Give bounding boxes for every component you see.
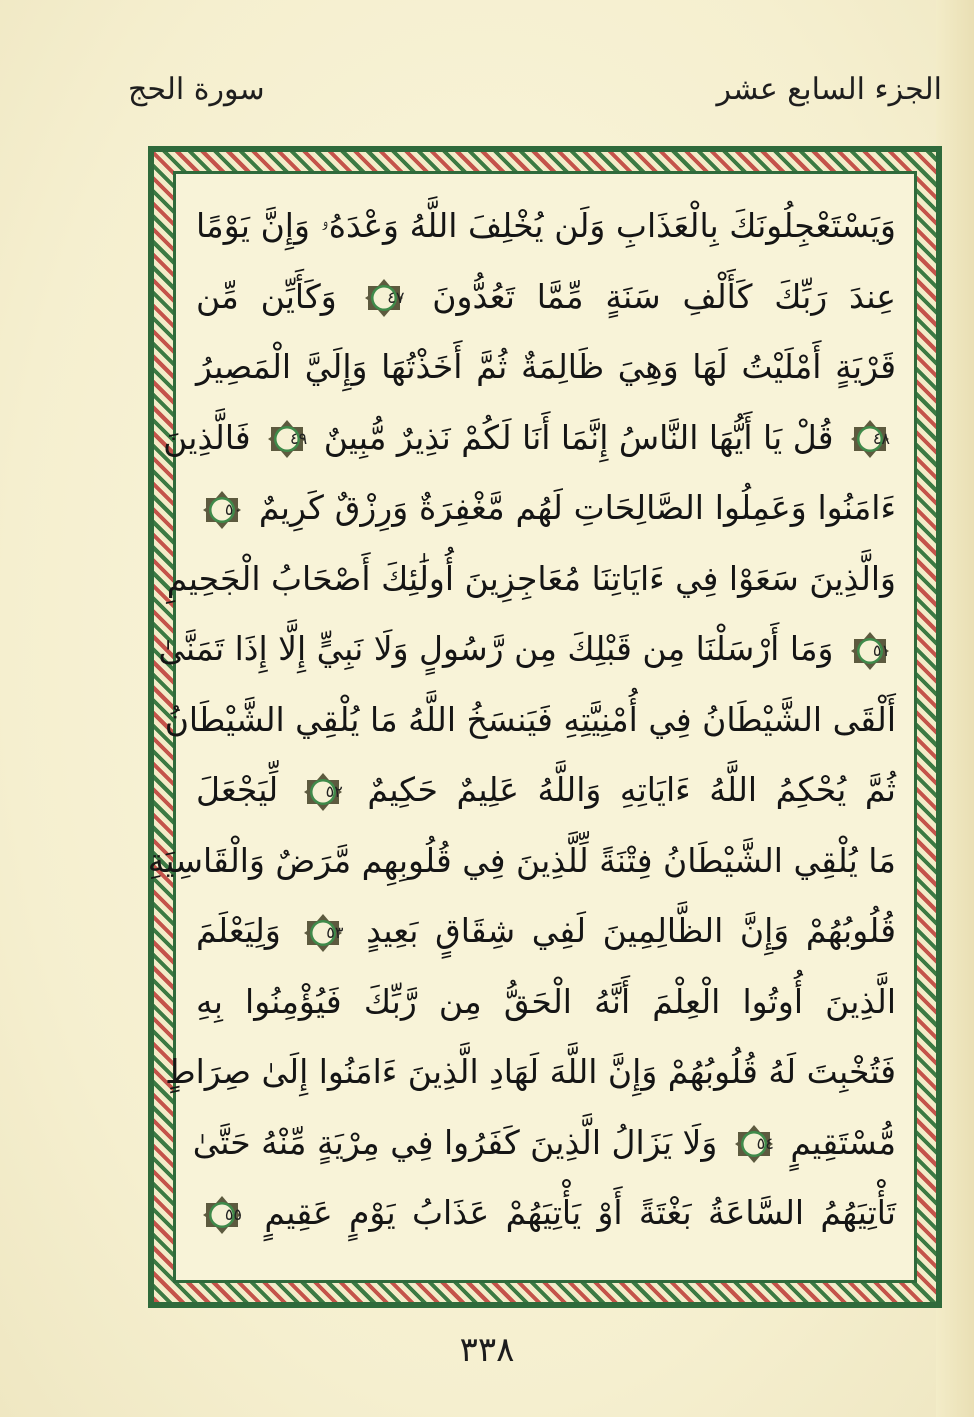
ayah-end-marker — [202, 1195, 242, 1235]
verse-text: وَلَا يَزَالُ الَّذِينَ كَفَرُوا فِي مِرْيَةٍ مِّنْهُ حَتَّىٰ — [192, 1122, 718, 1162]
verse-line — [166, 549, 896, 609]
ayah-number: ٥٥ — [224, 1204, 242, 1224]
surah-name-header: سورة الحج — [128, 72, 265, 107]
verse-line — [165, 1042, 896, 1102]
verse-line — [163, 408, 896, 468]
ayah-end-marker — [202, 490, 242, 530]
ayah-number: ٥٢ — [325, 781, 343, 801]
verse-text: فَتُخْبِتَ لَهُ قُلُوبُهُمْ وَإِنَّ اللَّهَ لَهَادِ الَّذِينَ ءَامَنُوا إِلَىٰ صِرَاطٍ — [165, 1052, 896, 1091]
verse-line — [196, 267, 896, 327]
verse-text: ثُمَّ يُحْكِمُ اللَّهُ ءَايَاتِهِ وَاللَّهُ عَلِيمٌ حَكِيمٌ — [367, 770, 896, 809]
ayah-number: ٥١ — [872, 640, 890, 660]
ayah-number: ٥٠ — [224, 499, 242, 519]
verse-text: تَأْتِيَهُمُ السَّاعَةُ بَغْتَةً أَوْ يَأْتِيَهُمْ عَذَابُ يَوْمٍ عَقِيمٍ — [264, 1193, 896, 1232]
verse-text: فَالَّذِينَ — [163, 417, 251, 457]
verse-text: وَلِيَعْلَمَ — [196, 911, 281, 950]
quran-text-area — [147, 196, 896, 1256]
verse-text: أَلْقَى الشَّيْطَانُ فِي أُمْنِيَّتِهِ فَيَنسَخُ اللَّهُ مَا يُلْقِي الشَّيْطَانُ — [164, 699, 896, 739]
verse-line — [196, 478, 896, 538]
ayah-end-marker — [303, 913, 343, 953]
verse-line — [196, 196, 896, 256]
verse-text: قُلْ يَا أَيُّهَا النَّاسُ إِنَّمَا أَنَا لَكُمْ نَذِيرٌ مُّبِينٌ — [323, 417, 834, 457]
ayah-end-marker — [850, 419, 890, 459]
verse-line — [196, 760, 896, 820]
ayah-end-marker — [364, 278, 404, 318]
ayah-number: ٥٣ — [326, 922, 344, 942]
page-number: ٣٣٨ — [459, 1330, 515, 1370]
ayah-end-marker — [850, 631, 890, 671]
ayah-end-marker — [734, 1124, 774, 1164]
ayah-number: ٤٩ — [290, 429, 308, 448]
verse-text: قُلُوبُهُمْ وَإِنَّ الظَّالِمِينَ لَفِي شِقَاقٍ بَعِيدٍ — [366, 911, 896, 950]
ayah-end-marker — [303, 772, 343, 812]
verse-text: الَّذِينَ أُوتُوا الْعِلْمَ أَنَّهُ الْحَقُّ مِن رَّبِّكَ فَيُؤْمِنُوا بِهِ — [196, 981, 896, 1021]
ayah-number: ٤٨ — [872, 429, 890, 448]
verse-text: عِندَ رَبِّكَ كَأَلْفِ سَنَةٍ مِّمَّا تَعُدُّونَ — [432, 276, 896, 316]
verse-text: مُّسْتَقِيمٍ — [790, 1122, 896, 1162]
verse-text: قَرْيَةٍ أَمْلَيْتُ لَهَا وَهِيَ ظَالِمَةٌ ثُمَّ أَخَذْتُهَا وَإِلَيَّ الْمَصِيرُ — [196, 347, 896, 386]
verse-text: وَمَا أَرْسَلْنَا مِن قَبْلِكَ مِن رَّسُولٍ وَلَا نَبِيٍّ إِلَّا إِذَا تَمَنَّىٰ — [158, 629, 834, 668]
verse-line — [147, 831, 896, 891]
verse-line — [192, 1113, 896, 1173]
verse-line — [196, 972, 896, 1032]
ayah-number: ٥٤ — [756, 1134, 774, 1153]
verse-line — [196, 1183, 896, 1243]
verse-text: وَالَّذِينَ سَعَوْا فِي ءَايَاتِنَا مُعَاجِزِينَ أُولَٰئِكَ أَصْحَابُ الْجَحِيمِ — [166, 558, 896, 598]
verse-line — [196, 337, 896, 397]
verse-text: وَيَسْتَعْجِلُونَكَ بِالْعَذَابِ وَلَن يُخْلِفَ اللَّهُ وَعْدَهُۥ وَإِنَّ يَوْمًا — [196, 206, 896, 245]
verse-text: مَا يُلْقِي الشَّيْطَانُ فِتْنَةً لِّلَّذِينَ فِي قُلُوبِهِم مَّرَضٌ وَالْقَاسِيَةِ — [147, 840, 896, 880]
juz-name-header: الجزء السابع عشر — [716, 72, 942, 107]
verse-line — [158, 619, 896, 679]
verse-text: لِّيَجْعَلَ — [196, 770, 279, 809]
ayah-number: ٤٧ — [387, 288, 405, 307]
verse-line — [164, 690, 896, 750]
verse-line — [196, 901, 896, 961]
ayah-end-marker — [267, 419, 307, 459]
verse-text: ءَامَنُوا وَعَمِلُوا الصَّالِحَاتِ لَهُم مَّغْفِرَةٌ وَرِزْقٌ كَرِيمٌ — [258, 488, 896, 527]
verse-text: وَكَأَيِّن مِّن — [196, 276, 337, 316]
